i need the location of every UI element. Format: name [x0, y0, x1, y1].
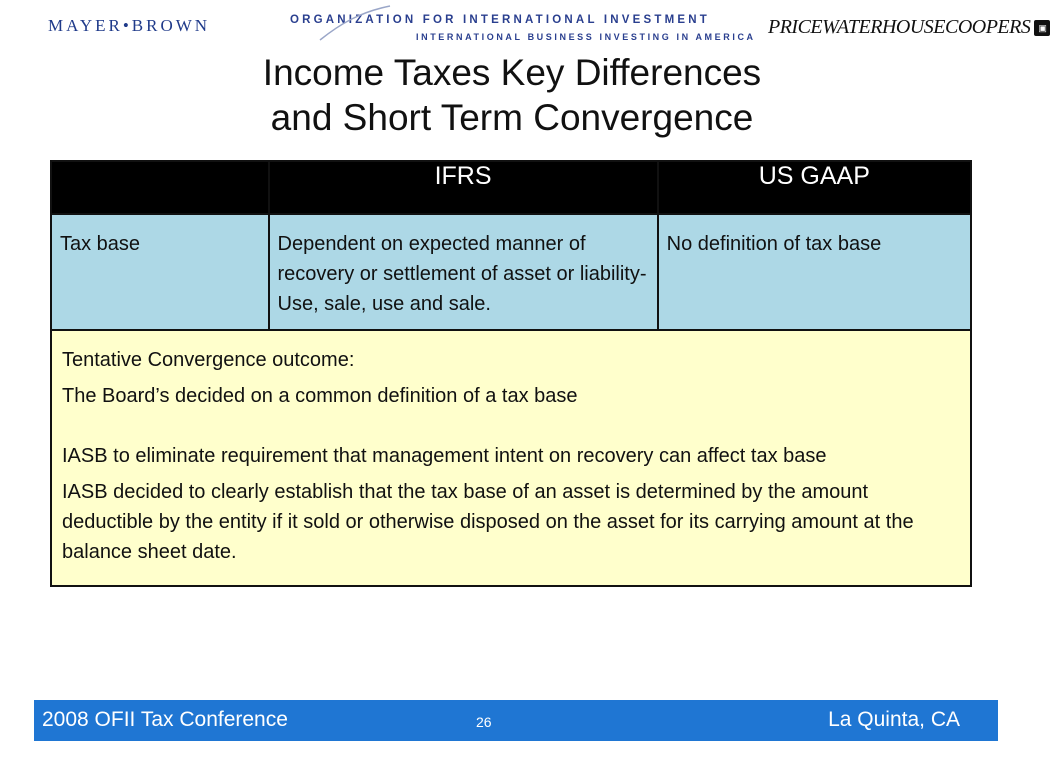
slide-title: [0, 50, 1024, 140]
convergence-point-3: IASB decided to clearly establish that the tax base of an asset is determined by the amount deductible by the entity if it sold or otherwise disposed on the asset for its carrying amount at the balance sheet date.: [62, 481, 914, 563]
slide-title-line1: Income Taxes Key Differences: [262, 52, 762, 93]
footer-page-number: 26: [476, 714, 492, 730]
footer-location: La Quinta, CA: [828, 708, 960, 731]
header-ifrs: IFRS: [269, 161, 658, 214]
row-label-tax-base: Tax base: [51, 214, 269, 330]
mayer-brown-logo: MAYER•BROWN: [48, 16, 211, 35]
pwc-logo-text: PRICEWATERHOUSECOOPERS: [768, 16, 1031, 38]
convergence-heading: Tentative Convergence outcome:: [62, 349, 355, 371]
cell-us-gaap: No definition of tax base: [658, 214, 971, 330]
ofii-logo-line2: INTERNATIONAL BUSINESS INVESTING IN AMERICA: [416, 32, 756, 42]
pwc-mark-icon: ▣: [1034, 20, 1050, 36]
convergence-row: [51, 330, 971, 586]
convergence-point-1: The Board’s decided on a common definition of a tax base: [62, 385, 578, 407]
table-header-row: [51, 161, 971, 214]
footer-conference: 2008 OFII Tax Conference: [42, 708, 288, 731]
footer-bar: [34, 700, 998, 741]
convergence-point-2: IASB to eliminate requirement that management intent on recovery can affect tax base: [62, 445, 827, 467]
table-row: [51, 214, 971, 330]
header-us-gaap: US GAAP: [658, 161, 971, 214]
comparison-table: [50, 160, 972, 587]
ofii-logo-line1: ORGANIZATION FOR INTERNATIONAL INVESTMENT: [290, 14, 710, 26]
convergence-cell: [51, 330, 971, 586]
header-empty: [51, 161, 269, 214]
pwc-logo: [768, 16, 1050, 39]
slide-title-line2: and Short Term Convergence: [270, 97, 754, 138]
cell-ifrs: Dependent on expected manner of recovery or settlement of asset or liability- Use, sale, use and sale.: [269, 214, 658, 330]
ofii-swoosh-icon: [315, 4, 395, 44]
